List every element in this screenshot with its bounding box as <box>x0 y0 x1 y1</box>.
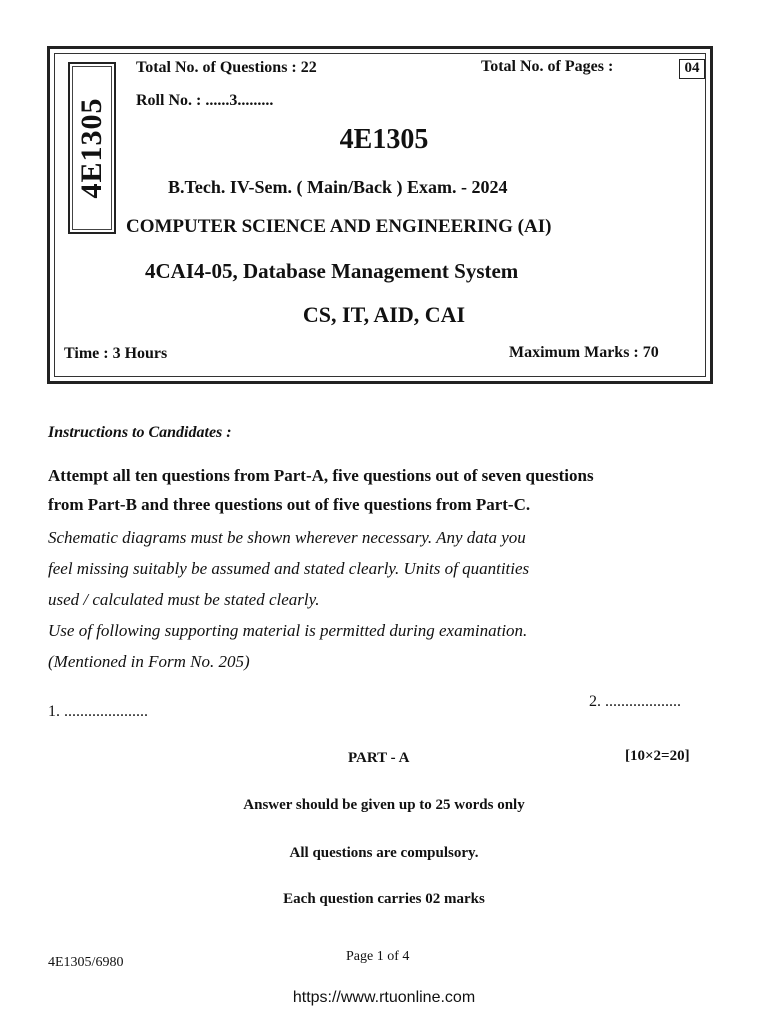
paper-code-title: 4E1305 <box>339 124 429 155</box>
footer-page-number: Page 1 of 4 <box>346 949 410 964</box>
support-material-2: 2. ................... <box>589 693 681 710</box>
exam-time: Time : 3 Hours <box>64 345 168 362</box>
part-a-title: PART - A <box>348 750 410 766</box>
instruction-line: used / calculated must be stated clearly. <box>48 590 320 609</box>
footer-url[interactable]: https://www.rtuonline.com <box>292 989 476 1006</box>
maximum-marks: Maximum Marks : 70 <box>509 344 659 361</box>
total-pages-value: 04 <box>679 59 705 79</box>
instructions-heading: Instructions to Candidates : <box>48 424 232 441</box>
instructions-italic-block <box>48 522 529 677</box>
footer-paper-code: 4E1305/6980 <box>48 955 124 970</box>
exam-line: B.Tech. IV-Sem. ( Main/Back ) Exam. - 2024 <box>168 177 508 197</box>
part-a-note-3: Each question carries 02 marks <box>283 891 485 907</box>
part-a-note-2: All questions are compulsory. <box>289 845 479 861</box>
instruction-line: Schematic diagrams must be shown wherever necessary. Any data you <box>48 528 526 547</box>
branches-line: CS, IT, AID, CAI <box>302 302 466 327</box>
instruction-line: Attempt all ten questions from Part-A, five questions out of seven questions <box>48 466 594 485</box>
side-paper-code: 4E1305 <box>75 97 108 199</box>
total-questions: Total No. of Questions : 22 <box>136 59 317 76</box>
instruction-line: Use of following supporting material is permitted during examination. <box>48 621 528 640</box>
instruction-line: from Part-B and three questions out of five questions from Part-C. <box>48 495 531 514</box>
part-a-marks: [10×2=20] <box>625 748 690 764</box>
course-title: 4CAI4-05, Database Management System <box>145 259 519 283</box>
instruction-line: (Mentioned in Form No. 205) <box>48 652 250 671</box>
roll-number: Roll No. : ......3......... <box>136 92 274 109</box>
instruction-line: feel missing suitably be assumed and stated clearly. Units of quantities <box>48 559 530 578</box>
support-material-1: 1. ..................... <box>48 703 148 720</box>
part-a-note-1: Answer should be given up to 25 words only <box>243 797 525 813</box>
instructions-bold-block <box>48 461 594 519</box>
total-pages-label: Total No. of Pages : <box>481 58 614 75</box>
department-title: COMPUTER SCIENCE AND ENGINEERING (AI) <box>126 216 552 237</box>
